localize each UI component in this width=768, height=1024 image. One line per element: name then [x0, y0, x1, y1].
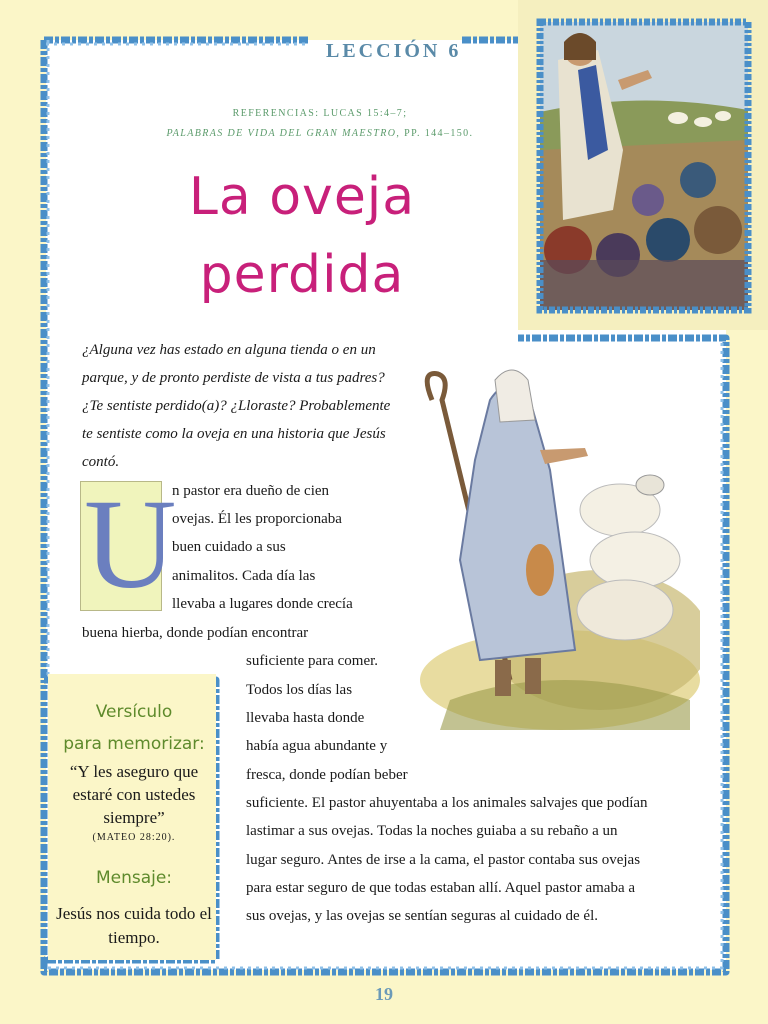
- references: [140, 104, 500, 144]
- memory-verse-title-line-1: Versículo: [95, 702, 173, 722]
- story-line: sus ovejas, y las ovejas se sentían seguras al cuidado de él.: [246, 908, 598, 924]
- story-line: lastimar a sus ovejas. Todas la noches guiaba a su rebaño a un: [246, 823, 618, 839]
- message-text: Jesús nos cuida todo el tiempo.: [56, 904, 212, 947]
- story-line: n pastor era dueño de cien: [172, 483, 330, 499]
- message-title: Mensaje:: [95, 868, 173, 888]
- story-line: ovejas. Él les proporcionaba: [172, 511, 342, 527]
- story-line: había agua abundante y: [246, 738, 388, 754]
- story-line: Todos los días las: [246, 682, 353, 698]
- memory-verse-title: [52, 696, 216, 760]
- story-line: suficiente. El pastor ahuyentaba a los animales salvajes que podían: [246, 795, 648, 811]
- references-line-2: [140, 124, 500, 144]
- memory-verse-text: “Y les aseguro que estaré con ustedes siempre”: [69, 762, 199, 827]
- story-line: suficiente para comer.: [246, 653, 379, 669]
- references-book: PALABRAS DE VIDA DEL GRAN MAESTRO: [166, 128, 397, 139]
- memory-verse-title-line-2: para memorizar:: [63, 734, 205, 754]
- page-title: [172, 158, 432, 314]
- story-line: llevaba hasta donde: [246, 710, 365, 726]
- story-line: buen cuidado a sus: [172, 539, 286, 555]
- references-pages: , PP. 144–150.: [396, 128, 474, 139]
- references-line-1: REFERENCIAS: LUCAS 15:4–7;: [232, 108, 408, 119]
- story-line: buena hierba, donde podían encontrar: [82, 625, 309, 641]
- page-number: 19: [375, 984, 393, 1004]
- shepherd-illustration: [400, 360, 700, 740]
- story-line: para estar seguro de que todas estaban allí. Aquel pastor amaba a: [246, 880, 636, 896]
- title-line-1: La oveja: [188, 167, 416, 227]
- title-line-2: perdida: [199, 245, 405, 305]
- drop-cap: U: [84, 473, 177, 615]
- lesson-label: LECCIÓN 6: [326, 40, 462, 62]
- story-line: lugar seguro. Antes de irse a la cama, el pastor contaba sus ovejas: [246, 852, 641, 868]
- intro-paragraph: ¿Alguna vez has estado en alguna tienda o en un parque, y de pronto perdiste de vista a tus padres? ¿Te sentiste perdido(a)? ¿Lloraste? Probablemente te sentiste como la oveja en una historia que Jesús contó.: [82, 342, 391, 470]
- memory-verse-reference: (MATEO 28:20).: [92, 832, 176, 843]
- story-line: animalitos. Cada día las: [172, 568, 316, 584]
- story-line: llevaba a lugares donde crecía: [172, 596, 353, 612]
- story-line: fresca, donde podían beber: [246, 767, 408, 783]
